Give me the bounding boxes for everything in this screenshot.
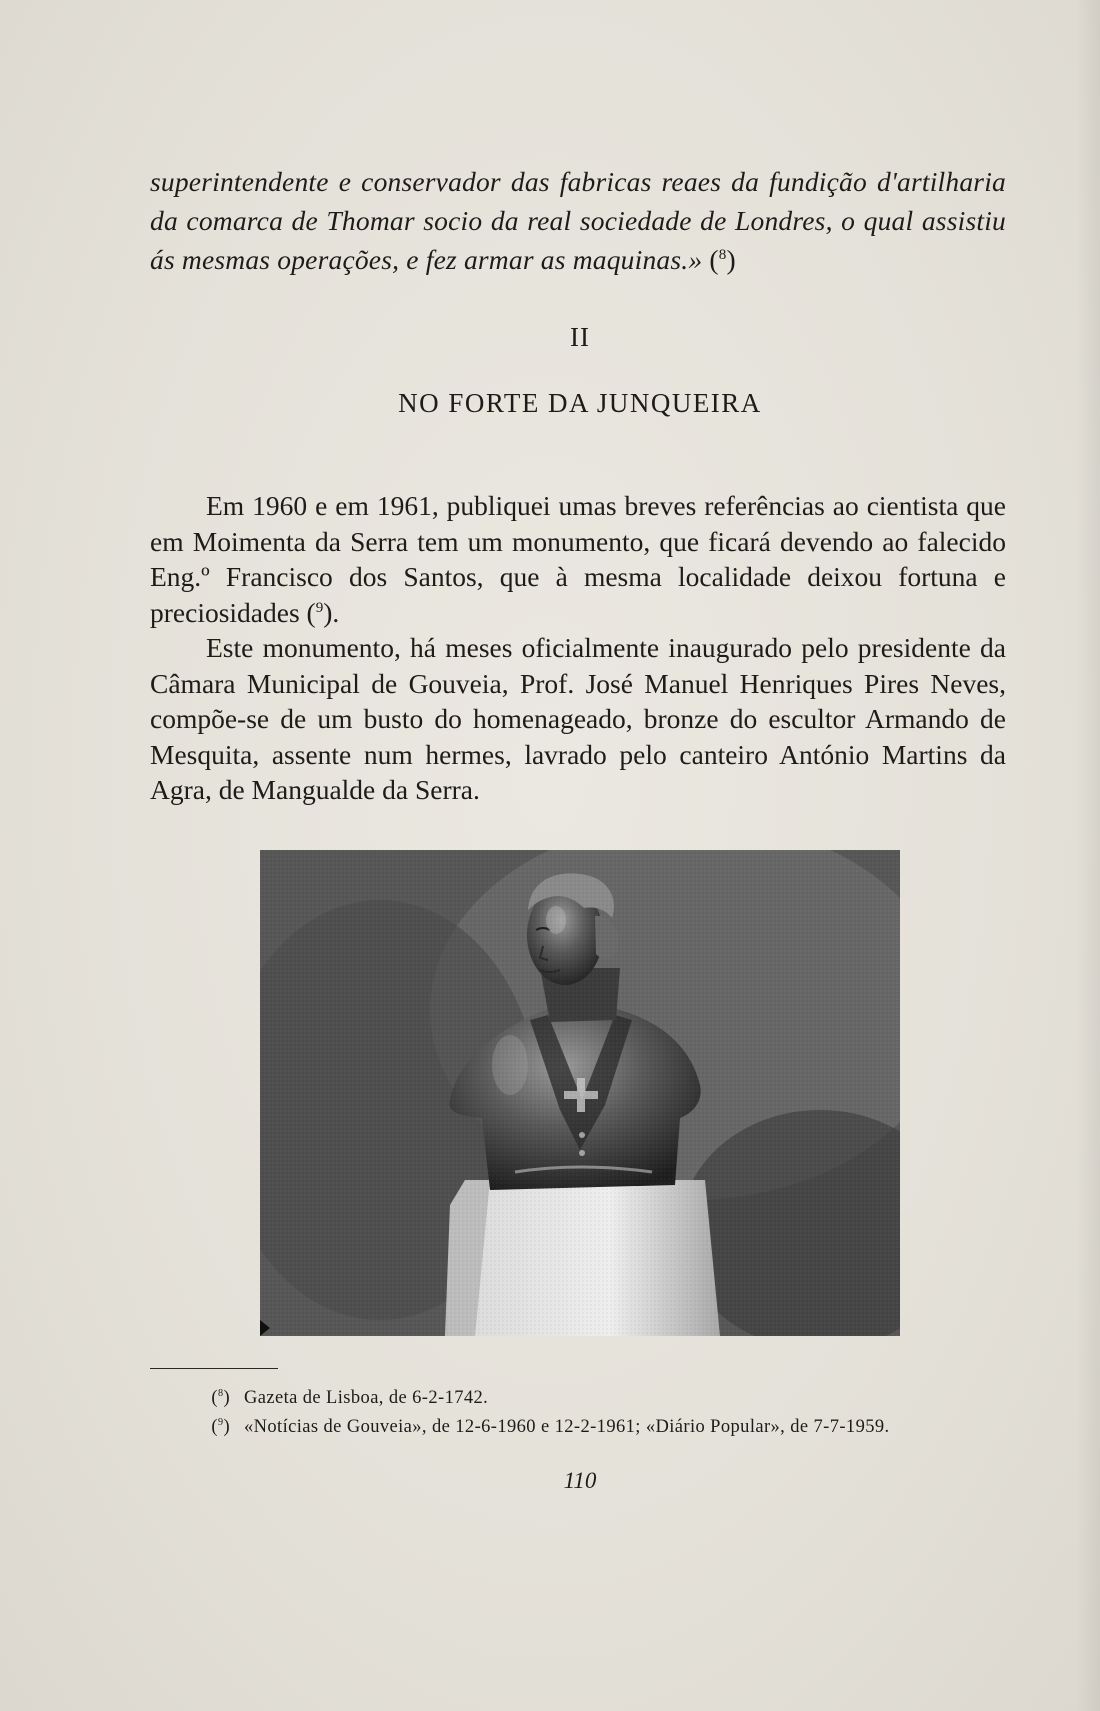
- quote-footnote-ref: ($^8$): [702, 244, 736, 275]
- bust-photo-image: [260, 850, 900, 1336]
- bust-photograph: [260, 850, 900, 1336]
- footnote-9: [150, 1413, 1020, 1442]
- page-edge-shadow: [1076, 0, 1100, 1711]
- paragraph-1: Em 1960 e em 1961, publiquei umas breves referências ao cientista que em Moimenta da Serra tem um monumento, que ficará devendo ao falecido Eng.º Francisco dos Santos, que à mesma localidade deixou fortuna e preciosidades ($^9$).: [150, 490, 1006, 628]
- footnote-mark: ($^8$): [211, 1387, 230, 1408]
- paragraph-2: Este monumento, há meses oficialmente inaugurado pelo presidente da Câmara Municipal de Gouveia, Prof. José Manuel Henriques Pires Neves, compõe-se de um busto do homenageado, bronze do escultor Armando de Mesquita, assente num hermes, lavrado pelo canteiro António Martins da Agra, de Mangualde da Serra.: [150, 632, 1006, 805]
- footnote-ref-9: 9: [315, 599, 324, 616]
- body-text: [150, 488, 1006, 808]
- quote-paragraph: [150, 162, 1006, 279]
- quote-text: superintendente e conservador das fabricas reaes da fundição d'artilharia da comarca de Thomar socio da real sociedade de Londres, o qual assistiu ás mesmas operações, e fez armar as maquinas.»: [150, 166, 1006, 275]
- footnote-divider: [150, 1368, 278, 1369]
- section-number: II: [570, 322, 590, 352]
- footnote-mark: ($^9$): [211, 1416, 230, 1437]
- footnote-text: «Notícias de Gouveia», de 12-6-1960 e 12-2-1961; «Diário Popular», de 7-7-1959.: [244, 1417, 890, 1437]
- section-title: NO FORTE DA JUNQUEIRA: [398, 388, 762, 418]
- footnote-text: Gazeta de Lisboa, de 6-2-1742.: [244, 1388, 489, 1408]
- footnote-8: [150, 1384, 1020, 1413]
- page-number: 110: [563, 1468, 597, 1493]
- footnotes: [150, 1384, 1020, 1442]
